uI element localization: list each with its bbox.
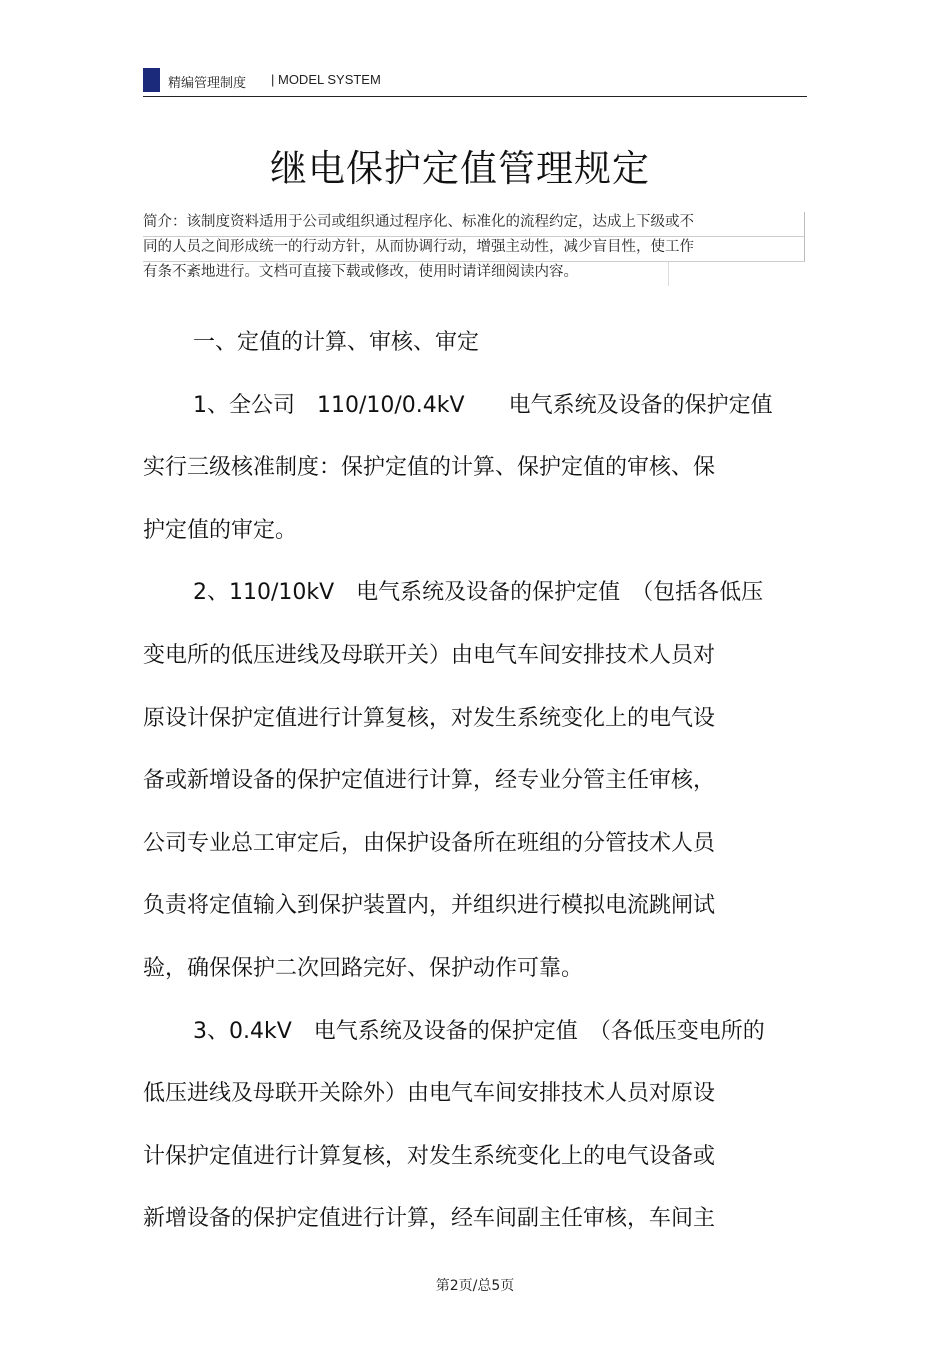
paragraph-line: 负责将定值输入到保护装置内，并组织进行模拟电流跳闸试 <box>143 893 716 919</box>
header-subtitle: | MODEL SYSTEM <box>271 72 381 87</box>
section-heading: 一、定值的计算、审核、审定 <box>193 330 480 355</box>
paragraph-line: 公司专业总工审定后，由保护设备所在班组的分管技术人员 <box>143 830 716 856</box>
page-header <box>143 66 807 97</box>
paragraph-line: 验，确保保护二次回路完好、保护动作可靠。 <box>143 955 584 981</box>
paragraph-line: 新增设备的保护定值进行计算，经车间副主任审核，车间主 <box>143 1206 716 1232</box>
document-title: 继电保护定值管理规定 <box>270 147 650 190</box>
header-brand: 精编管理制度 <box>168 76 247 91</box>
paragraph-line: 原设计保护定值进行计算复核，对发生系统变化上的电气设 <box>143 705 716 731</box>
brand-logo-icon <box>143 68 160 92</box>
paragraph-line: 实行三级核准制度：保护定值的计算、保护定值的审核、保 <box>143 455 716 481</box>
intro-line: 简介：该制度资料适用于公司或组织通过程序化、标准化的流程约定，达成上下级或不 <box>143 212 805 237</box>
paragraph-line: 计保护定值进行计算复核，对发生系统变化上的电气设备或 <box>143 1143 716 1169</box>
paragraph-line: 2、110/10kV 电气系统及设备的保护定值 （包括各低压 <box>193 580 764 606</box>
intro-line: 有条不紊地进行。文档可直接下载或修改，使用时请详细阅读内容。 <box>143 262 669 286</box>
intro-line: 同的人员之间形成统一的行动方针，从而协调行动，增强主动性，减少盲目性，使工作 <box>143 237 805 262</box>
document-body <box>143 312 807 1251</box>
paragraph-line: 低压进线及母联开关除外）由电气车间安排技术人员对原设 <box>143 1081 716 1107</box>
paragraph-line: 变电所的低压进线及母联开关）由电气车间安排技术人员对 <box>143 642 716 668</box>
paragraph-line: 1、全公司 110/10/0.4kV 电气系统及设备的保护定值 <box>193 392 773 418</box>
paragraph-line: 3、0.4kV 电气系统及设备的保护定值 （各低压变电所的 <box>193 1018 765 1044</box>
paragraph-line: 护定值的审定。 <box>143 517 298 543</box>
page-number: 第2页/总5页 <box>435 1278 515 1294</box>
intro-box <box>143 212 807 286</box>
paragraph-line: 备或新增设备的保护定值进行计算，经专业分管主任审核， <box>143 768 716 794</box>
